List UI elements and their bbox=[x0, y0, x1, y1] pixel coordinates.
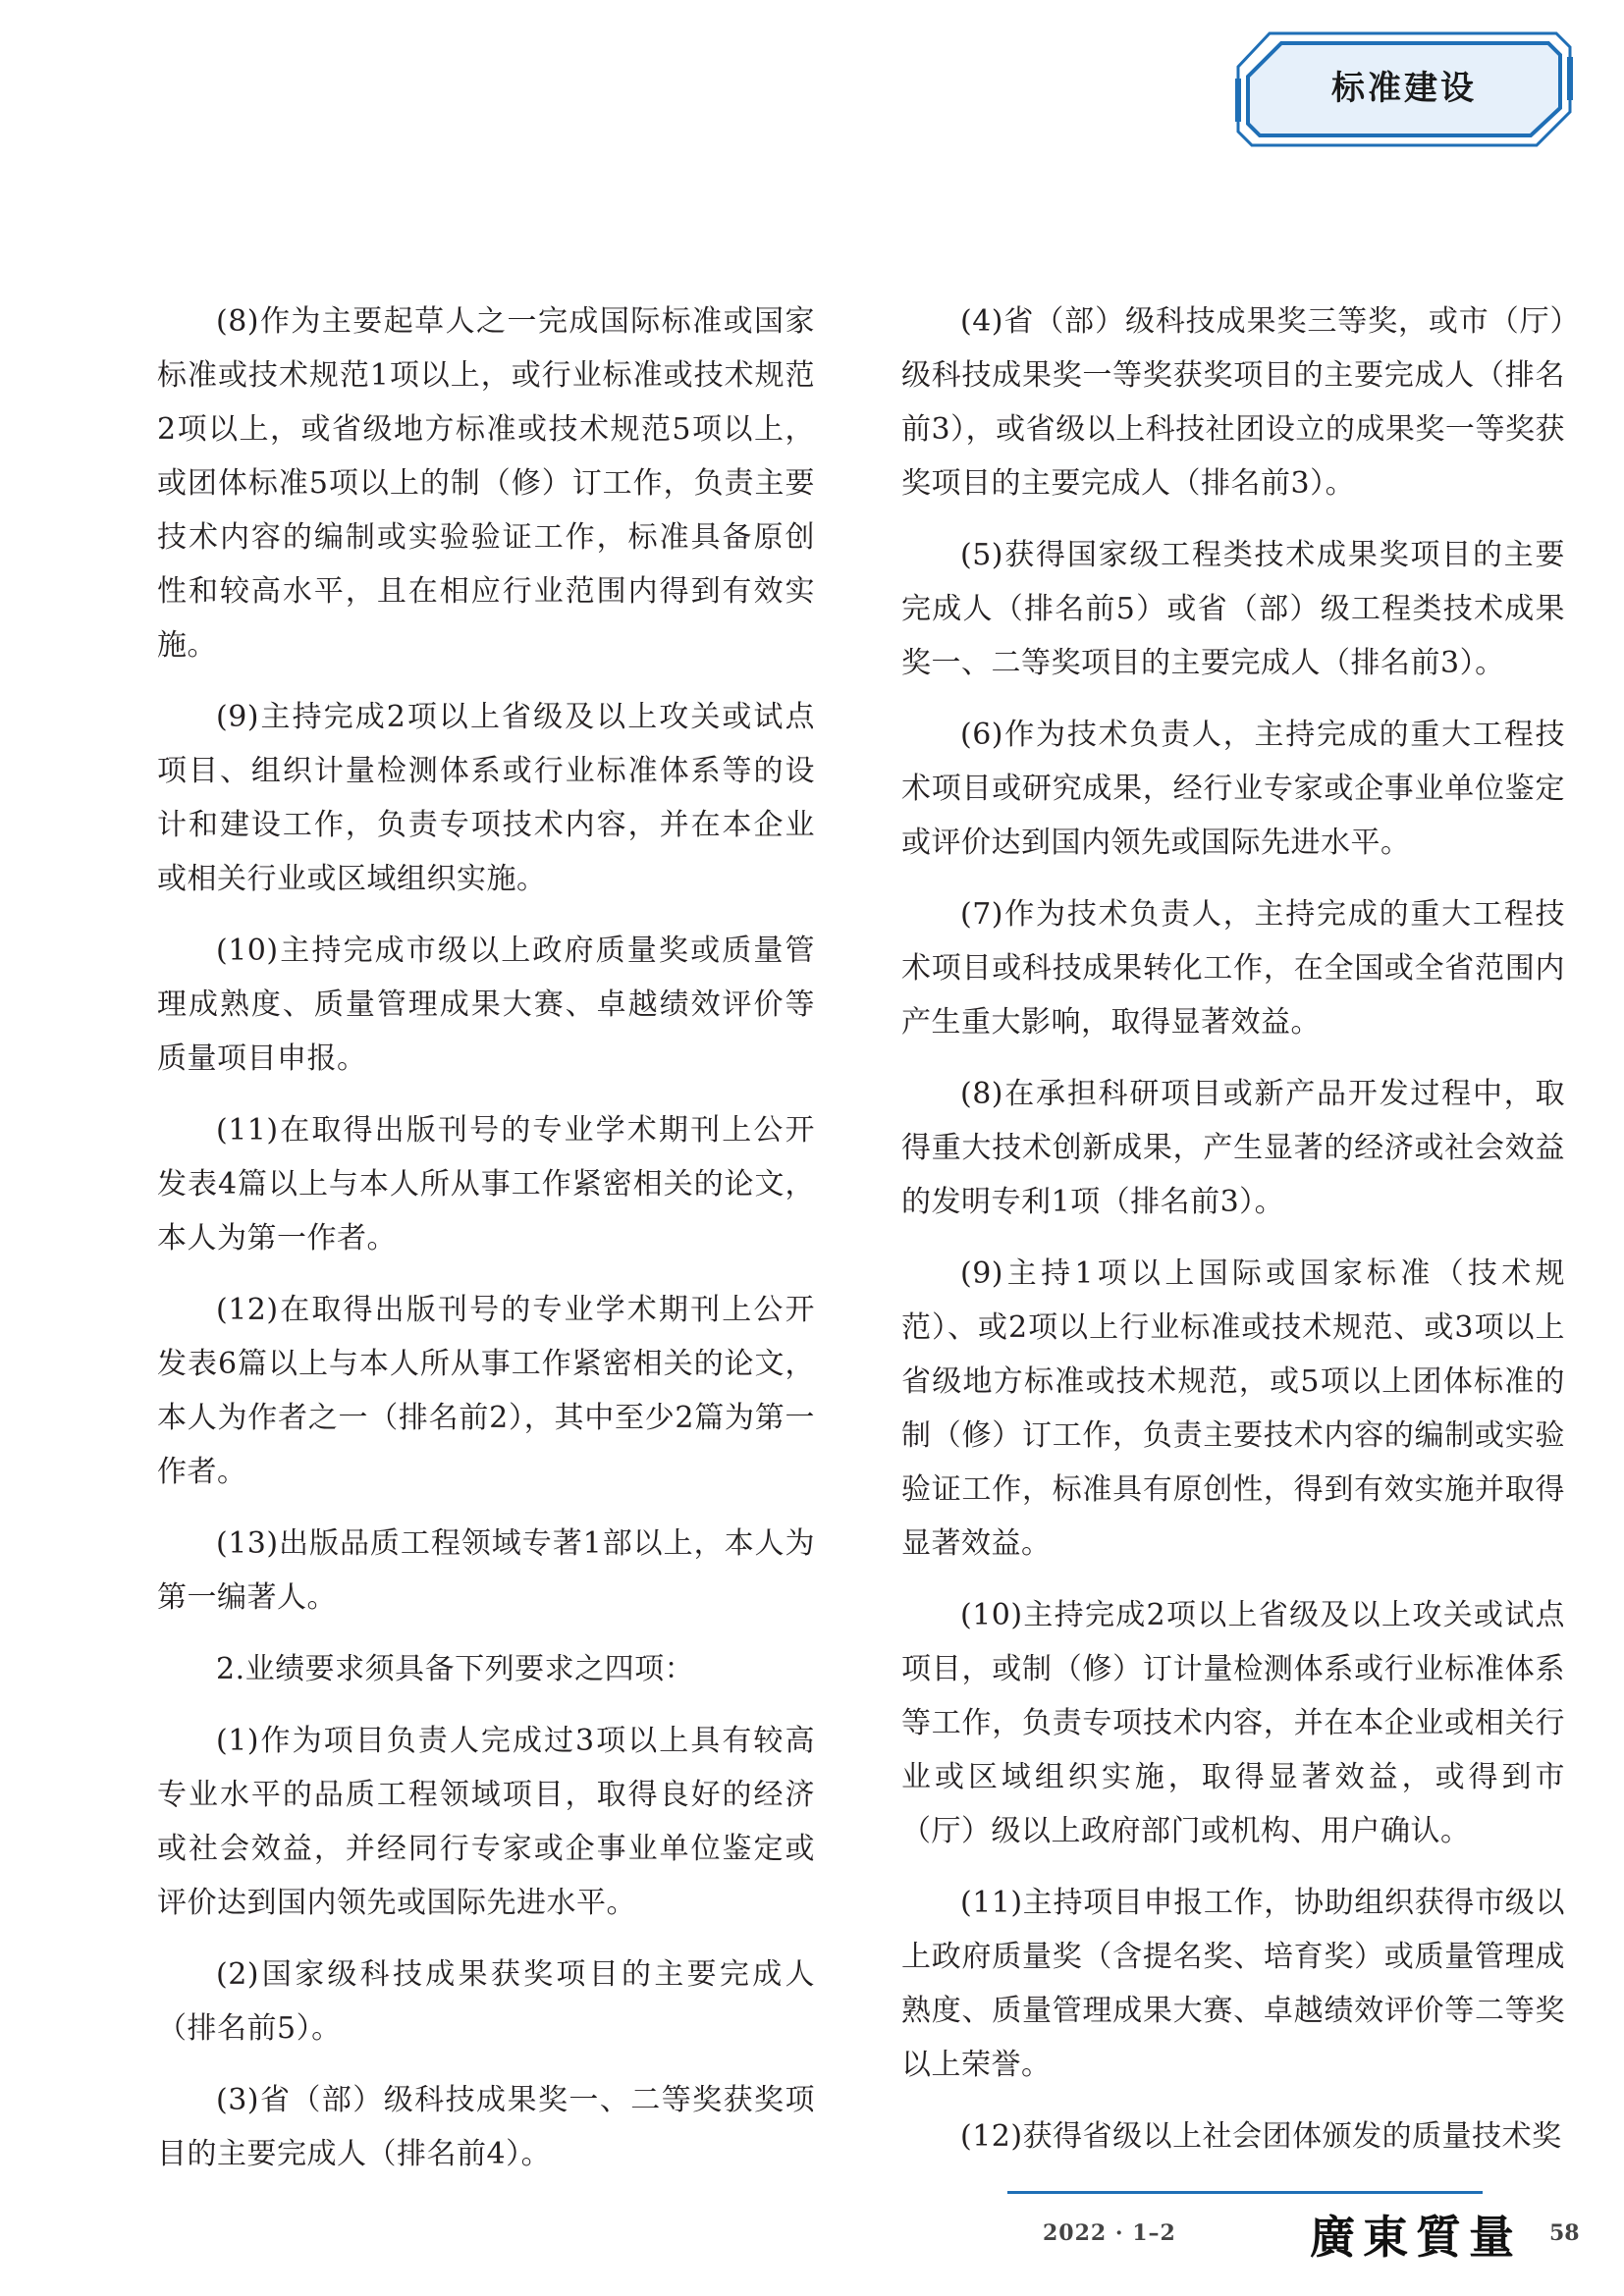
paragraph: (5)获得国家级工程类技术成果奖项目的主要完成人（排名前5）或省（部）级工程类技术成果奖一、二等奖项目的主要完成人（排名前3）。 bbox=[901, 538, 1565, 680]
paragraph: (8)作为主要起草人之一完成国际标准或国家标准或技术规范1项以上，或行业标准或技术规范2项以上，或省级地方标准或技术规范5项以上，或团体标准5项以上的制（修）订工作，负责主要技术内容的编制或实验验证工作，标准具备原创性和较高水平，且在相应行业范围内得到有效实施。 bbox=[157, 304, 815, 663]
page-number: 58 bbox=[1549, 2220, 1580, 2246]
paragraph: (12)在取得出版刊号的专业学术期刊上公开发表6篇以上与本人所从事工作紧密相关的论文，本人为作者之一（排名前2），其中至少2篇为第一作者。 bbox=[157, 1293, 815, 1489]
paragraph: (10)主持完成市级以上政府质量奖或质量管理成熟度、质量管理成果大赛、卓越绩效评价等质量项目申报。 bbox=[157, 934, 815, 1076]
paragraph: (4)省（部）级科技成果奖三等奖，或市（厅）级科技成果奖一等奖获奖项目的主要完成人（排名前3），或省级以上科技社团设立的成果奖一等奖获奖项目的主要完成人（排名前3）。 bbox=[901, 304, 1565, 501]
paragraph: (3)省（部）级科技成果奖一、二等奖获奖项目的主要完成人（排名前4）。 bbox=[157, 2083, 815, 2171]
paragraph: (12)获得省级以上社会团体颁发的质量技术奖 bbox=[960, 2119, 1562, 2154]
footer-divider bbox=[1007, 2191, 1483, 2194]
paragraph: (7)作为技术负责人，主持完成的重大工程技术项目或科技成果转化工作，在全国或全省范围内产生重大影响，取得显著效益。 bbox=[901, 897, 1565, 1040]
right-column bbox=[901, 294, 1565, 2181]
paragraph: (11)主持项目申报工作，协助组织获得市级以上政府质量奖（含提名奖、培育奖）或质量管理成熟度、质量管理成果大赛、卓越绩效评价等二等奖以上荣誉。 bbox=[901, 1886, 1565, 2082]
paragraph: (9)主持1项以上国际或国家标准（技术规范）、或2项以上行业标准或技术规范、或3项以上省级地方标准或技术规范，或5项以上团体标准的制（修）订工作，负责主要技术内容的编制或实验验证工作，标准具有原创性，得到有效实施并取得显著效益。 bbox=[901, 1256, 1565, 1561]
section-badge bbox=[1232, 27, 1576, 150]
paragraph: (6)作为技术负责人，主持完成的重大工程技术项目或研究成果，经行业专家或企事业单位鉴定或评价达到国内领先或国际先进水平。 bbox=[901, 718, 1565, 860]
paragraph: (11)在取得出版刊号的专业学术期刊上公开发表4篇以上与本人所从事工作紧密相关的论文，本人为第一作者。 bbox=[157, 1113, 815, 1255]
subsection-heading: 2.业绩要求须具备下列要求之四项： bbox=[216, 1652, 695, 1686]
paragraph: (10)主持完成2项以上省级及以上攻关或试点项目，或制（修）订计量检测体系或行业标准体系等工作，负责专项技术内容，并在本企业或相关行业或区域组织实施，取得显著效益，或得到市（厅）级以上政府部门或机构、用户确认。 bbox=[901, 1598, 1565, 1848]
paragraph: (13)出版品质工程领域专著1部以上，本人为第一编著人。 bbox=[157, 1526, 815, 1615]
left-column bbox=[157, 294, 815, 2199]
paragraph: (2)国家级科技成果获奖项目的主要完成人（排名前5）。 bbox=[157, 1957, 815, 2046]
paragraph: (9)主持完成2项以上省级及以上攻关或试点项目、组织计量检测体系或行业标准体系等的设计和建设工作，负责专项技术内容，并在本企业或相关行业或区域组织实施。 bbox=[157, 700, 815, 896]
paragraph: (8)在承担科研项目或新产品开发过程中，取得重大技术创新成果，产生显著的经济或社会效益的发明专利1项（排名前3）。 bbox=[901, 1077, 1565, 1219]
section-title: 标准建设 bbox=[1331, 69, 1477, 108]
magazine-name: 廣東質量 bbox=[1310, 2211, 1522, 2264]
paragraph: (1)作为项目负责人完成过3项以上具有较高专业水平的品质工程领域项目，取得良好的经济或社会效益，并经同行专家或企事业单位鉴定或评价达到国内领先或国际先进水平。 bbox=[157, 1724, 815, 1920]
issue-number: 2022 · 1–2 bbox=[1043, 2220, 1176, 2246]
